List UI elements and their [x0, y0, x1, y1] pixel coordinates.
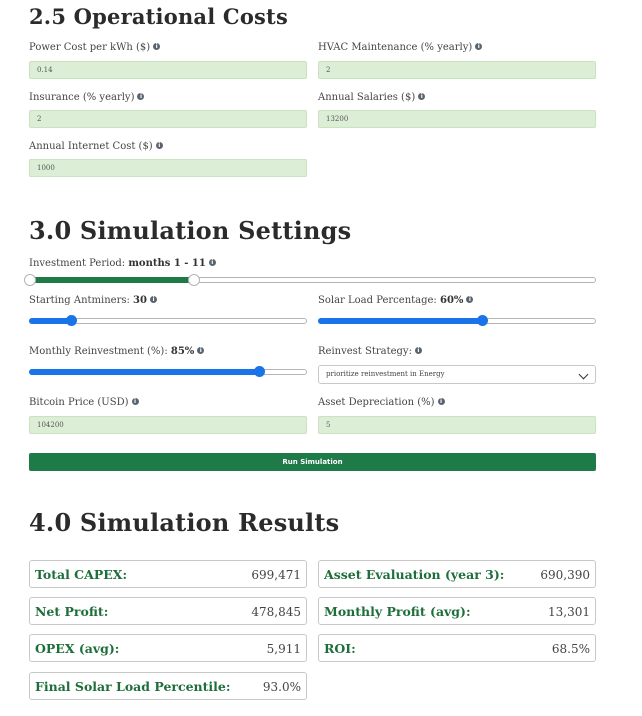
result-value: 13,301	[548, 605, 590, 619]
internet-label: Annual Internet Cost ($) i	[29, 141, 163, 152]
result-label: Monthly Profit (avg):	[324, 604, 471, 619]
info-icon[interactable]: i	[415, 347, 422, 354]
asset-depreciation-input[interactable]: 5	[318, 416, 596, 434]
bitcoin-price-input[interactable]: 104200	[29, 416, 307, 434]
info-icon[interactable]: i	[137, 93, 144, 100]
result-final-solar-load	[29, 672, 307, 700]
info-icon[interactable]: i	[153, 43, 160, 50]
info-icon[interactable]: i	[132, 398, 139, 405]
result-value: 5,911	[266, 642, 301, 656]
salaries-input[interactable]: 13200	[318, 110, 596, 128]
result-label: Net Profit:	[35, 604, 109, 619]
info-icon[interactable]: i	[466, 296, 473, 303]
info-icon[interactable]: i	[418, 93, 425, 100]
starting-antminers-value: 30	[133, 295, 147, 306]
hvac-label: HVAC Maintenance (% yearly) i	[318, 42, 482, 53]
reinvest-strategy-selected: prioritize reinvestment in Energy	[326, 370, 445, 378]
section-title-simulation-results: 4.0 Simulation Results	[29, 508, 340, 537]
insurance-label: Insurance (% yearly) i	[29, 92, 144, 103]
section-title-operational-costs: 2.5 Operational Costs	[29, 4, 288, 29]
slider-handle[interactable]	[477, 315, 488, 326]
result-value: 68.5%	[551, 642, 590, 656]
hvac-input[interactable]: 2	[318, 61, 596, 79]
info-icon[interactable]: i	[475, 43, 482, 50]
slider-fill	[29, 318, 70, 324]
result-monthly-profit	[318, 597, 596, 625]
result-value: 690,390	[540, 568, 590, 582]
power-cost-label: Power Cost per kWh ($) i	[29, 42, 160, 53]
result-label: Asset Evaluation (year 3):	[324, 567, 505, 582]
reinvest-strategy-select[interactable]	[318, 365, 596, 384]
solar-load-label: Solar Load Percentage: 60% i	[318, 295, 473, 306]
investment-period-range[interactable]	[29, 277, 596, 283]
investment-period-label: Investment Period: months 1 - 11 i	[29, 258, 216, 269]
result-label: Final Solar Load Percentile:	[35, 679, 231, 694]
solar-load-slider[interactable]	[318, 318, 596, 324]
result-label: OPEX (avg):	[35, 641, 120, 656]
investment-period-fill	[30, 277, 194, 283]
info-icon[interactable]: i	[209, 259, 216, 266]
solar-load-value: 60%	[440, 295, 464, 306]
result-value: 478,845	[251, 605, 301, 619]
result-roi	[318, 634, 596, 662]
result-label: Total CAPEX:	[35, 567, 128, 582]
monthly-reinvest-label: Monthly Reinvestment (%): 85% i	[29, 346, 204, 357]
internet-input[interactable]: 1000	[29, 159, 307, 177]
info-icon[interactable]: i	[438, 398, 445, 405]
slider-fill	[318, 318, 481, 324]
result-asset-evaluation	[318, 560, 596, 588]
section-title-simulation-settings: 3.0 Simulation Settings	[29, 216, 352, 245]
monthly-reinvest-slider[interactable]	[29, 369, 307, 375]
insurance-input[interactable]: 2	[29, 110, 307, 128]
run-simulation-button[interactable]: Run Simulation	[29, 453, 596, 471]
info-icon[interactable]: i	[156, 142, 163, 149]
range-end-handle[interactable]	[188, 274, 200, 286]
result-label: ROI:	[324, 641, 356, 656]
reinvest-strategy-label: Reinvest Strategy: i	[318, 346, 422, 357]
info-icon[interactable]: i	[197, 347, 204, 354]
slider-handle[interactable]	[254, 366, 265, 377]
slider-fill	[29, 369, 258, 375]
starting-antminers-label: Starting Antminers: 30 i	[29, 295, 157, 306]
salaries-label: Annual Salaries ($) i	[318, 92, 425, 103]
range-start-handle[interactable]	[24, 274, 36, 286]
investment-period-value: months 1 - 11	[128, 258, 206, 269]
chevron-down-icon	[579, 370, 589, 380]
bitcoin-price-label: Bitcoin Price (USD) i	[29, 397, 139, 408]
power-cost-input[interactable]: 0.14	[29, 61, 307, 79]
result-total-capex	[29, 560, 307, 588]
slider-handle[interactable]	[66, 315, 77, 326]
monthly-reinvest-value: 85%	[170, 346, 195, 357]
result-value: 699,471	[251, 568, 301, 582]
asset-depreciation-label: Asset Depreciation (%) i	[318, 397, 445, 408]
result-value: 93.0%	[262, 680, 301, 694]
result-opex	[29, 634, 307, 662]
result-net-profit	[29, 597, 307, 625]
info-icon[interactable]: i	[150, 296, 157, 303]
starting-antminers-slider[interactable]	[29, 318, 307, 324]
